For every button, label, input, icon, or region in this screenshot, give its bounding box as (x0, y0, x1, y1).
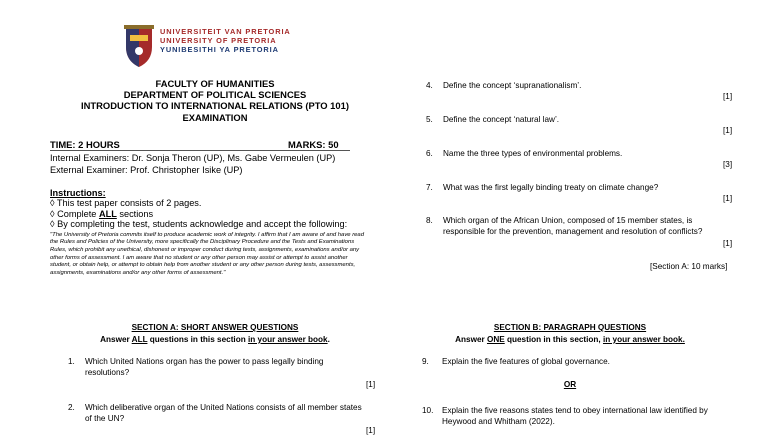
section-a-instruction-pre: Answer (100, 335, 132, 344)
question-4 (426, 80, 736, 94)
instructions-title: Instructions: (50, 188, 106, 198)
question-number: 2. (68, 403, 75, 412)
section-b-instruction-emphasis: ONE (486, 335, 505, 344)
section-a-total: [Section A: 10 marks] (650, 262, 728, 271)
examiners (50, 152, 335, 176)
question-7 (426, 182, 736, 196)
instruction-acknowledge: ◊ By completing the test, students acknowledge and accept the following: (50, 219, 348, 230)
section-b-instruction-emphasis-2: in your answer book. (602, 335, 685, 344)
department: DEPARTMENT OF POLITICAL SCIENCES (123, 89, 307, 101)
question-8-mark: [1] (723, 239, 733, 248)
section-b-instruction (405, 334, 735, 346)
integrity-statement: "The University of Pretoria commits itself to produce academic work of integrity. I affirm that I am aware of and have read the Rules and Policies of the University, more specifically the Disciplinary Procedure and the Tests and Examinations Rules, which prohibit any unethical, dishonest or improper conduct during tests, assignments, examinations and/or any other forms of assessment. I am aware that no student or any other person may assist or attempt to assist another student, or obtain help, or attempt to obtain help from another student or any other person during tests, assessments, assignments, examinations and/or any other forms of assessment." (50, 231, 364, 277)
header-rule (50, 150, 350, 151)
university-crest-logo (122, 25, 156, 71)
instruction-pages: ◊ This test paper consists of 2 pages. (50, 198, 202, 209)
question-5-mark: [1] (723, 126, 733, 135)
question-4-mark: [1] (723, 92, 733, 101)
instruction-sections (50, 209, 370, 219)
question-1-mark: [1] (366, 380, 376, 389)
question-text: Define the concept ‘natural law’. (443, 115, 560, 124)
question-9 (422, 356, 742, 370)
external-examiner: External Examiner: Prof. Christopher Isike (UP) (50, 165, 243, 175)
question-5 (426, 114, 736, 128)
section-a-instruction-mid: questions in this section (147, 335, 248, 344)
instruction-sections-pre: ◊ Complete (50, 208, 99, 219)
question-number: 10. (422, 406, 434, 415)
exam-marks: MARKS: 50 (288, 139, 339, 150)
section-a-instruction (50, 334, 380, 346)
section-a-instruction-emphasis-2: in your answer book (247, 335, 328, 344)
question-6 (426, 148, 736, 162)
question-number: 1. (68, 357, 75, 366)
section-a-instruction-post: . (327, 335, 330, 344)
exam-type: EXAMINATION (182, 111, 248, 123)
question-text: Name the three types of environmental problems. (443, 149, 623, 158)
university-name (160, 27, 291, 55)
question-text: Define the concept ‘supranationalism’. (443, 81, 582, 90)
instructions (50, 188, 370, 278)
question-2 (68, 402, 368, 432)
course-title: INTRODUCTION TO INTERNATIONAL RELATIONS (PTO 101) (81, 100, 349, 112)
question-6-mark: [3] (723, 160, 733, 169)
question-text: Which organ of the African Union, composed of 15 member states, is responsible for the prevention, management and resolution of conflicts? (443, 216, 703, 236)
question-number: 8. (426, 216, 433, 225)
question-2-mark: [1] (366, 426, 376, 435)
question-number: 5. (426, 115, 433, 124)
instruction-sections-emphasis: ALL (98, 208, 117, 219)
exam-header (45, 78, 385, 123)
university-name-sepedi: YUNIBESITHI YA PRETORIA (160, 45, 279, 55)
question-number: 9. (422, 357, 429, 366)
internal-examiners: Internal Examiners: Dr. Sonja Theron (UP), Ms. Gabe Vermeulen (UP) (50, 153, 336, 163)
or-separator: OR (563, 380, 577, 389)
section-b-instruction-mid: question in this section, (504, 335, 603, 344)
question-number: 4. (426, 81, 433, 90)
university-name-afrikaans: UNIVERSITEIT VAN PRETORIA (160, 27, 291, 36)
section-b-heading (405, 322, 735, 346)
question-10 (422, 405, 742, 429)
section-b-instruction-pre: Answer (455, 335, 487, 344)
question-text: Explain the five reasons states tend to obey international law identified by Heywood and Whitham (2022). (442, 406, 708, 426)
question-text: What was the first legally binding treaty on climate change? (443, 183, 659, 192)
question-1 (68, 356, 368, 386)
question-number: 7. (426, 183, 433, 192)
section-a-instruction-emphasis: ALL (131, 335, 148, 344)
university-name-english: UNIVERSITY OF PRETORIA (160, 36, 277, 46)
question-text: Explain the five features of global governance. (442, 357, 610, 366)
section-a-heading (50, 322, 380, 346)
question-text: Which United Nations organ has the power to pass legally binding resolutions? (85, 357, 324, 377)
question-number: 6. (426, 149, 433, 158)
exam-time: TIME: 2 HOURS (50, 139, 120, 150)
section-a-title: SECTION A: SHORT ANSWER QUESTIONS (131, 323, 299, 332)
question-8 (426, 215, 736, 239)
question-7-mark: [1] (723, 194, 733, 203)
section-b-title: SECTION B: PARAGRAPH QUESTIONS (493, 323, 647, 332)
instruction-sections-post: sections (116, 208, 154, 219)
question-text: Which deliberative organ of the United Nations consists of all member states of the UN? (85, 403, 362, 423)
faculty: FACULTY OF HUMANITIES (155, 78, 275, 89)
